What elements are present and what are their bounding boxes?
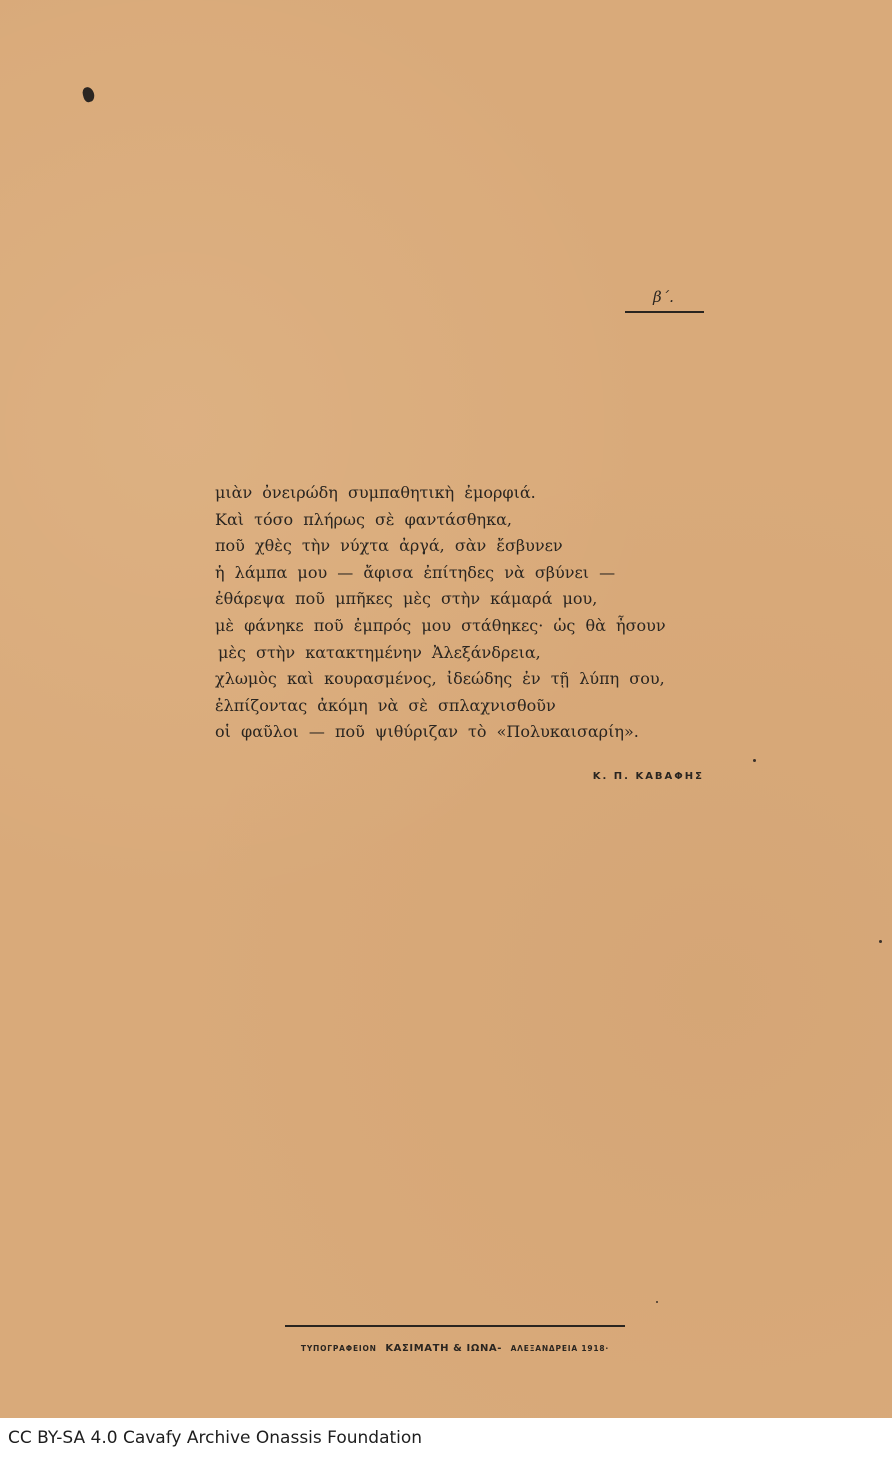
speck xyxy=(753,759,756,762)
imprint-place-year: ΑΛΕΞΑΝΔΡΕΙΑ 1918· xyxy=(510,1344,610,1353)
printer-imprint xyxy=(285,1336,625,1355)
poem-line: μιὰν ὀνειρώδη συμπαθητικὴ ἐμορφιά. xyxy=(215,483,536,502)
imprint-printer: ΤΥΠΟΓΡΑΦΕΙΟΝ xyxy=(300,1344,377,1353)
imprint-names: ΚΑΣΙΜΑΤΗ & ΙΩΝΑ- xyxy=(385,1343,502,1354)
poem-line: ἐλπίζοντας ἀκόμη νὰ σὲ σπλαχνισθοῦν xyxy=(215,695,556,715)
poem-text xyxy=(215,480,666,746)
imprint-rule xyxy=(285,1325,625,1327)
poem-line: ἡ λάμπα μου — ἄφισα ἐπίτηδες νὰ σβύνει — xyxy=(215,562,616,582)
page-number-underline xyxy=(625,311,704,313)
speck xyxy=(879,940,882,943)
author-signature: Κ. Π. ΚΑΒΑΦΗΣ xyxy=(592,771,704,782)
poem-line: οἱ φαῦλοι — ποῦ ψιθύριζαν τὸ «Πολυκαισαρίη». xyxy=(215,722,639,742)
speck xyxy=(656,1301,658,1303)
poem-line: μὲ φάνηκε ποῦ ἐμπρός μου στάθηκες· ὡς θὰ ἦσουν xyxy=(215,615,666,635)
poem-line: χλωμὸς καὶ κουρασμένος, ἰδεώδης ἐν τῇ λύπη σου, xyxy=(215,669,665,689)
archive-credit: CC BY-SA 4.0 Cavafy Archive Onassis Foundation xyxy=(8,1428,423,1448)
poem-line: Καὶ τόσο πλήρως σὲ φαντάσθηκα, xyxy=(215,509,512,529)
ink-spot xyxy=(81,86,96,103)
poem-line: ἐθάρεψα ποῦ μπῆκες μὲς στὴν κάμαρά μου, xyxy=(215,589,598,609)
page-number: β΄. xyxy=(653,288,674,306)
poem-line: μὲς στὴν κατακτημένην Ἀλεξάνδρεια, xyxy=(218,642,541,662)
poem-line: ποῦ χθὲς τὴν νύχτα ἀργά, σὰν ἔσβυνεν xyxy=(215,536,563,556)
